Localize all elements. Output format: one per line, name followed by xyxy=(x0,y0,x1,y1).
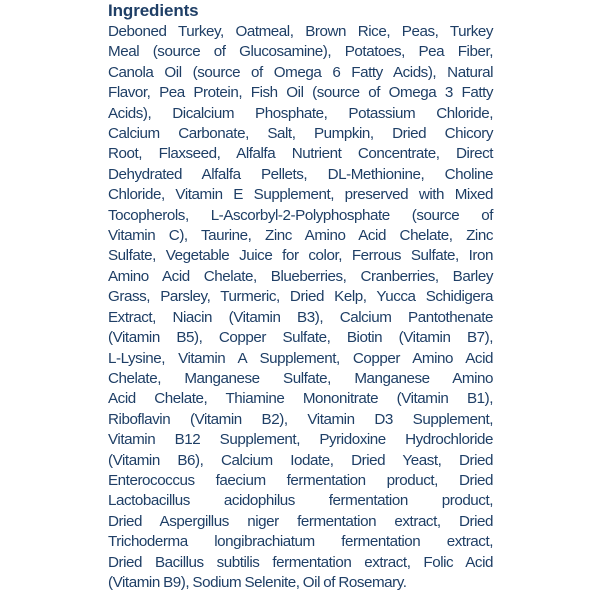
ingredients-panel xyxy=(108,0,493,600)
ingredients-line: Deboned Turkey, Oatmeal, Brown Rice, Peas, Turkey xyxy=(108,23,493,40)
ingredients-line: Amino Acid Chelate, Blueberries, Cranberries, Barley xyxy=(108,267,493,285)
ingredients-heading: Ingredients xyxy=(108,1,199,20)
ingredients-line: Trichoderma longibrachiatum fermentation extract, xyxy=(108,533,493,551)
ingredients-line: Canola Oil (source of Omega 6 Fatty Acids), Natural xyxy=(108,63,493,81)
ingredients-line: Riboflavin (Vitamin B2), Vitamin D3 Supplement, xyxy=(108,410,493,428)
ingredients-line: Lactobacillus acidophilus fermentation product, xyxy=(108,492,493,510)
ingredients-line: Extract, Niacin (Vitamin B3), Calcium Pantothenate xyxy=(108,308,493,326)
ingredients-line: Enterococcus faecium fermentation product, Dried xyxy=(108,471,493,489)
ingredients-line: (Vitamin B5), Copper Sulfate, Biotin (Vitamin B7), xyxy=(108,329,493,347)
ingredients-line: Acids), Dicalcium Phosphate, Potassium Chloride, xyxy=(108,104,493,122)
ingredients-line: Vitamin B12 Supplement, Pyridoxine Hydrochloride xyxy=(108,431,493,449)
ingredients-line: Acid Chelate, Thiamine Mononitrate (Vitamin B1), xyxy=(108,390,493,408)
ingredients-line: Root, Flaxseed, Alfalfa Nutrient Concentrate, Direct xyxy=(108,145,493,163)
ingredients-line: Sulfate, Vegetable Juice for color, Ferrous Sulfate, Iron xyxy=(108,247,493,265)
ingredients-line: Dried Aspergillus niger fermentation extract, Dried xyxy=(108,512,493,530)
ingredients-line: L-Lysine, Vitamin A Supplement, Copper Amino Acid xyxy=(108,349,493,367)
ingredients-line: Grass, Parsley, Turmeric, Dried Kelp, Yucca Schidigera xyxy=(108,288,493,306)
ingredients-line: Chloride, Vitamin E Supplement, preserved with Mixed xyxy=(108,186,493,204)
ingredients-line: Calcium Carbonate, Salt, Pumpkin, Dried Chicory xyxy=(108,125,493,143)
ingredients-line: Tocopherols, L-Ascorbyl-2-Polyphosphate (source of xyxy=(108,206,493,224)
ingredients-list xyxy=(108,22,493,593)
ingredients-line: (Vitamin B9), Sodium Selenite, Oil of Rosemary. xyxy=(108,573,407,591)
ingredients-line: Chelate, Manganese Sulfate, Manganese Amino xyxy=(108,369,493,387)
ingredients-line: Dried Bacillus subtilis fermentation extract, Folic Acid xyxy=(108,553,493,571)
ingredients-line: Vitamin C), Taurine, Zinc Amino Acid Chelate, Zinc xyxy=(108,227,493,245)
ingredients-line: Meal (source of Glucosamine), Potatoes, Pea Fiber, xyxy=(108,43,493,61)
ingredients-line: (Vitamin B6), Calcium Iodate, Dried Yeast, Dried xyxy=(108,451,493,469)
ingredients-line: Flavor, Pea Protein, Fish Oil (source of Omega 3 Fatty xyxy=(108,84,493,102)
ingredients-line: Dehydrated Alfalfa Pellets, DL-Methionine, Choline xyxy=(108,165,493,183)
